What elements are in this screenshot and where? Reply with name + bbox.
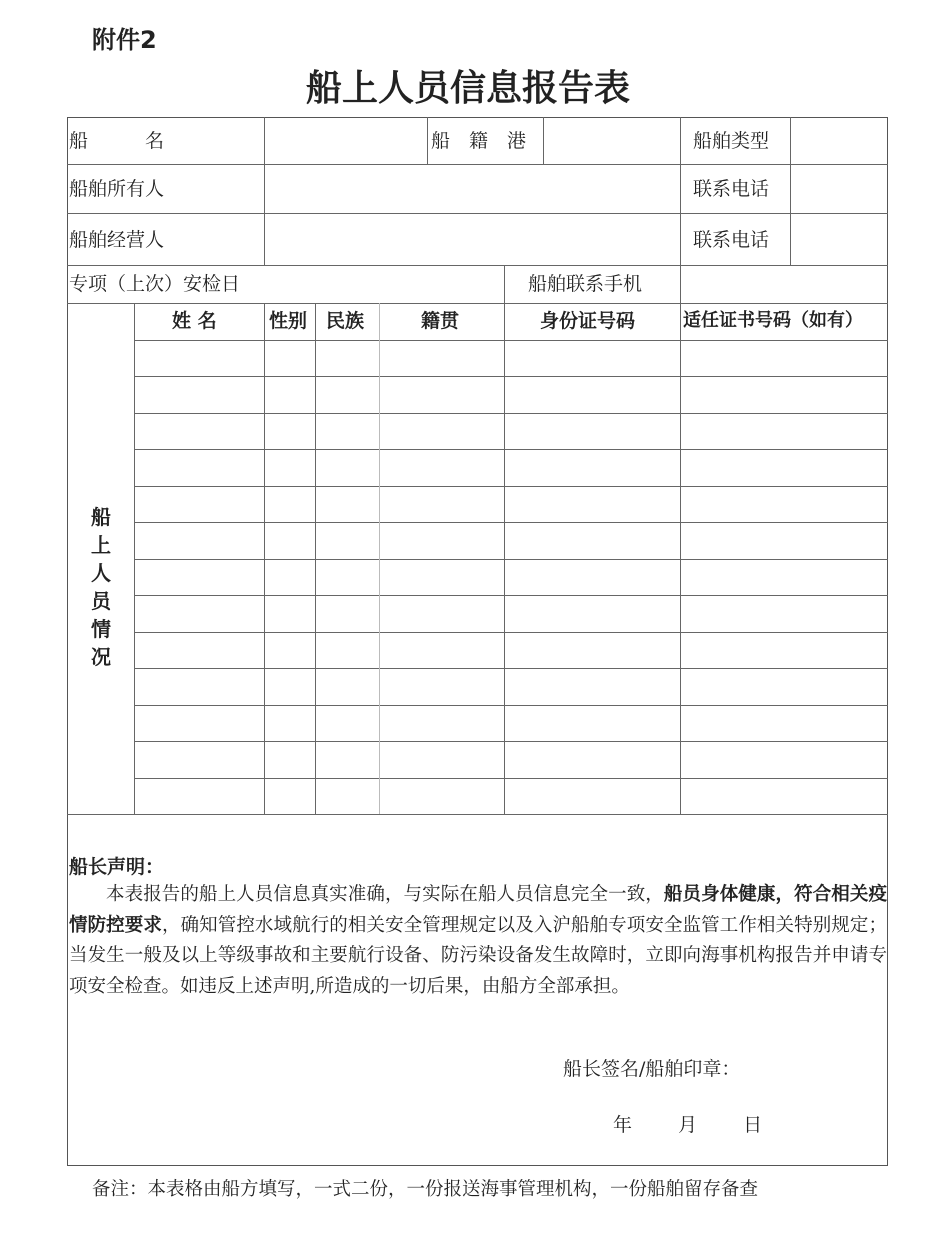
col-divider [680, 303, 681, 814]
col-divider [427, 117, 428, 164]
declaration-text-part: ，确知管控水域航行的相关安全管理规定以及入沪船舶专项安全监管工作相关特别规定；当发生一般及以上等级事故和主要航行设备、防污染设备发生故障时，立即向海事机构报告并申请专项安全检查。如违反上述声明,所造成的一切后果，由船方全部承担。 [69, 914, 887, 997]
ship-name-label: 船 名 [69, 130, 165, 152]
date-month: 月 [678, 1114, 698, 1136]
section-char: 情 [91, 617, 111, 641]
section-char: 人 [91, 561, 111, 585]
date-year: 年 [613, 1114, 633, 1136]
col-divider [264, 117, 265, 266]
ship-mobile-label: 船舶联系手机 [528, 273, 643, 295]
header-ethnicity: 民族 [326, 310, 365, 332]
signature-date [613, 1110, 762, 1137]
section-char: 上 [91, 533, 111, 557]
col-divider [134, 303, 135, 814]
port-of-registry-label: 船 籍 港 [431, 130, 527, 152]
declaration-text-part: 本表报告的船上人员信息真实准确，与实际在船人员信息完全一致， [106, 884, 664, 905]
header-gender: 性别 [269, 310, 308, 332]
crew-row-line [134, 376, 888, 377]
header-id-number: 身份证号码 [540, 310, 636, 332]
crew-row-line [134, 595, 888, 596]
operator-label: 船舶经营人 [69, 229, 165, 251]
row-divider [67, 303, 888, 304]
crew-row-line [134, 705, 888, 706]
crew-row-line [134, 413, 888, 414]
col-divider [543, 117, 544, 164]
ship-type-label: 船舶类型 [693, 130, 770, 152]
owner-phone-label: 联系电话 [693, 178, 770, 200]
signature-label: 船长签名/船舶印章： [563, 1058, 741, 1080]
row-divider [67, 265, 888, 266]
row-divider [67, 814, 888, 815]
declaration-text [69, 880, 887, 1002]
crew-row-line [134, 559, 888, 560]
crew-section-label [90, 503, 112, 671]
declaration-text-bold: 船员身体健康，符合相关疫情防控要求 [69, 884, 887, 936]
col-divider [315, 303, 316, 814]
col-divider [790, 117, 791, 266]
crew-row-line [134, 741, 888, 742]
col-divider [680, 265, 681, 303]
declaration-title: 船长声明： [69, 856, 165, 878]
footnote: 备注：本表格由船方填写，一式二份，一份报送海事管理机构，一份船舶留存备查 [92, 1179, 759, 1200]
inspection-date-label: 专项（上次）安检日 [69, 273, 241, 295]
crew-row-line [134, 778, 888, 779]
col-divider [504, 303, 505, 814]
crew-row-line [134, 449, 888, 450]
attachment-label: 附件2 [92, 26, 157, 54]
owner-label: 船舶所有人 [69, 178, 165, 200]
crew-row-line [134, 486, 888, 487]
col-divider [680, 117, 681, 266]
crew-row-line [134, 632, 888, 633]
header-name: 姓 名 [172, 310, 217, 332]
col-divider [504, 265, 505, 303]
col-divider [264, 303, 265, 814]
date-day: 日 [743, 1114, 763, 1136]
header-native-place: 籍贯 [421, 310, 460, 332]
crew-row-line [134, 340, 888, 341]
section-char: 况 [91, 645, 111, 669]
col-divider [379, 303, 380, 814]
crew-row-line [134, 668, 888, 669]
header-certificate-number: 适任证书号码（如有） [683, 310, 863, 331]
row-divider [67, 164, 888, 165]
crew-row-line [134, 522, 888, 523]
page-title: 船上人员信息报告表 [305, 68, 630, 109]
row-divider [67, 213, 888, 214]
operator-phone-label: 联系电话 [693, 229, 770, 251]
section-char: 船 [91, 505, 111, 529]
section-char: 员 [91, 589, 111, 613]
